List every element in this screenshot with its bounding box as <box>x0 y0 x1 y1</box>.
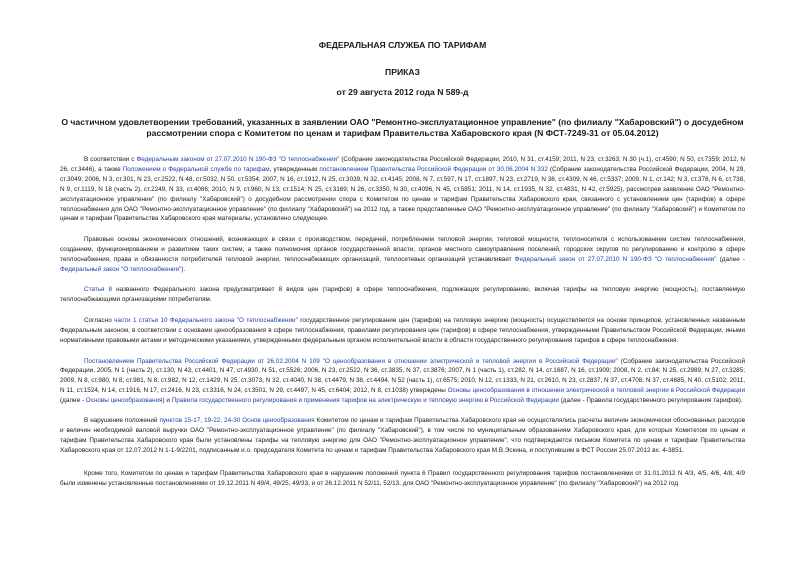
law-190-fz-link-2[interactable]: Федеральный закон от 27.07.2010 N 190-ФЗ "О теплоснабжении" <box>514 256 717 264</box>
text-run: (далее - <box>60 397 86 405</box>
text-run: (далее - Правила государственного регулирования тарифов). <box>558 397 743 405</box>
article-10-link[interactable]: части 1 статьи 10 Федерального закона "О теплоснабжении" <box>114 316 298 324</box>
pricing-basics-short-link[interactable]: Основы ценообразования <box>85 397 163 405</box>
paragraph-preamble <box>60 155 745 224</box>
text-run: названного Федерального закона предусматривает 8 видов цен (тарифов) в сфере теплоснабжения, подлежащих регулированию, включая тарифы на тепловую энергию (мощность), поставляемую теплоснабжающими организациями потребителям. <box>60 285 745 303</box>
text-run: В соответствии с <box>84 156 137 163</box>
paragraph-legal-basis <box>60 235 745 275</box>
text-run: ) и <box>162 397 172 405</box>
text-run: (Собрание законодательства Российской Федерации, 2005, N 1 (часть 2), ст.130, N 43, ст.4401, N 47, ст.4930, N 51, ст.5526; 2006, N 23, ст.2522, N 36, ст.3835, N 37, ст.3876; 2007, N 1 (часть 1), ст.282, N 14, ст.1687, N 16, ст.1909; 2008, N 2, ст.84; N 25, ст.2989; N 27, ст.3285; 2009, N 8, ст.980, N 8, ст.981, N 8, ст.982, N 12, ст.1429, N 25, ст.3073, N 32, ст.4040, N 38, ст.4479, N 38, ст.4494, N 52 (часть 1), ст.6575; 2010, N 12, ст.1333, N 21, ст.2610, N 23, ст.2837, N 37, ст.4708, N 37, ст.4685, N 40, ст.5102; 2011, N 11, ст.1524, N 14, ст.1916, N 17, ст.2416, N 23, ст.3316, N 24, ст.3501, N 29, ст.4497, N 45, ст.6404; 2012, N 8, ст.1038) утверждены <box>60 357 745 395</box>
paragraph-resolution-109 <box>60 357 745 407</box>
doc-type-heading: ПРИКАЗ <box>385 67 420 77</box>
paragraph-article-10 <box>60 316 745 346</box>
article-8-link[interactable]: Статья 8 <box>84 285 113 293</box>
text-run: (далее - <box>716 256 745 264</box>
text-run: Правовые основы экономических отношений, возникающих в связи с производством, передачей, потреблением тепловой энергии, тепловой мощности, теплоносителя с использованием систем теплоснабжения, созданием, функционированием и развитием таких систем, а также полномочия органов государственной власти, органов местного самоуправления поселений, городских округов по регулированию и контролю в сфере теплоснабжения, права и обязанности потребителей тепловой энергии, теплоснабжающих организаций, теплосетевых организаций устанавливает <box>60 236 745 264</box>
pricing-points-link[interactable]: пунктов 15-17, 19-22, 24-30 Основ ценообразования <box>159 417 315 425</box>
law-190-fz-link[interactable]: Федеральным законом от 27.07.2010 N 190-ФЗ "О теплоснабжении" <box>136 156 340 163</box>
text-run: В нарушение положений <box>84 417 160 425</box>
paragraph-violation <box>60 416 745 456</box>
agency-heading: ФЕДЕРАЛЬНАЯ СЛУЖБА ПО ТАРИФАМ <box>318 40 487 50</box>
resolution-109-link[interactable]: Постановлением Правительства Российской Федерации от 26.02.2004 N 109 "О ценообразовании в отношении электрической и тепловой энергии в Российской Федерации" <box>84 357 618 365</box>
paragraph-additionally <box>60 469 745 489</box>
text-run: (Собрание законодательства Российской Федерации, 2010, N 31, ст.4159; 2011, N 23, ст.3263; N 30 (ч.1), ст.4590; N 50, ст.7359; 2012, N 26, ст.3446), а также <box>60 156 745 173</box>
text-run: , утвержденным <box>269 165 320 173</box>
text-run: Согласно <box>84 316 115 324</box>
fst-regulation-link[interactable]: Положением о Федеральной службе по тарифам <box>122 165 270 173</box>
heat-supply-law-link[interactable]: Федеральный закон "О теплоснабжении" <box>60 266 182 274</box>
pricing-basics-link[interactable]: Основы ценообразования в отношении электрической и тепловой энергии в Российской Федерации <box>447 387 745 395</box>
text-run: ). <box>181 266 186 274</box>
resolution-332-link[interactable]: постановлением Правительства Российской Федерации от 30.06.2004 N 332 <box>319 165 548 173</box>
text-run: (Собрание законодательства Российской Федерации, 2004, N 29, ст.3049; 2006, N 3, ст.301, N 23, ст.2522, N 48, ст.5032, N 50, ст.5354; 2007, N 16, ст.1912, N 25, ст.3039, N 32, ст.4145; 2008, N 7, ст.597, N 17, ст.1897, N 23, ст.2719, N 38, ст.4309, N 46, ст.5337; 2009, N 1, ст.142; N 3, ст.378, N 6, ст.738, N 9, ст.1119, N 18 (часть 2), ст.2249, N 33, ст.4086; 2010, N 9, ст.960, N 13, ст.1514; N 25, ст.3169; N 26, ст.3350, N 30, ст.4096, N 45, ст.5851; 2011, N 14, ст.1935, N 32, ст.4831, N 42, ст.5925), рассмотрев заявление ОАО "Ремонтно-эксплуатационное управление" (по филиалу "Хабаровский") о досудебном рассмотрении спора с Комитетом по ценам и тарифам Правительства Хабаровского края, связанного с установлением цен (тарифов) в сфере теплоснабжения для ОАО "Ремонтно-эксплуатационное управление" (по филиалу "Хабаровский") на 2012 год, а также представленные ОАО "Ремонтно-эксплуатационное управление" (по филиалу "Хабаровский") и Комитетом по ценам и тарифам Правительства Хабаровского края материалы, установлено следующее. <box>60 165 746 223</box>
paragraph-article-8 <box>60 285 745 305</box>
text-run: Комитетом по ценам и тарифам Правительства Хабаровского края не осуществлялись расчеты величин экономически обоснованных расходов и величин необходимой валовой выручки ОАО "Ремонтно-эксплуатационное управление" (по филиалу "Хабаровский"), в том числе по муниципальным образованиям Хабаровского края, для которых Комитетом по ценам и тарифам Правительства Хабаровского края были установлены тарифы на тепловую энергию для ОАО "Ремонтно-эксплуатационное управление", что подтверждается письмом Комитета по ценам и тарифам Правительства Хабаровского края от 12.07.2012 N 1-1-9/2201, подписанным и.о. председателя Комитета по ценам и тарифам Правительства Хабаровского края М.В.Эскина, и поступившим в ФСТ России 25.07.2012 вх. 4-3851. <box>60 417 745 454</box>
document-title: О частичном удовлетворении требований, указанных в заявлении ОАО "Ремонтно-эксплуатационное управление" (по филиалу "Хабаровский") о досудебном рассмотрении спора с Комитетом по ценам и тарифам Правительства Хабаровского края (N ФСТ-7249-31 от 05.04.2012) <box>61 117 744 138</box>
tariff-rules-link[interactable]: Правила государственного регулирования и применения тарифов на электрическую и тепловую энергию в Российской Федерации <box>171 397 559 405</box>
date-number-heading: от 29 августа 2012 года N 589-д <box>336 87 469 97</box>
text-run: государственное регулирование цен (тарифов) на тепловую энергию (мощность) осуществляется на основе принципов, установленных названным Федеральным законом, в соответствии с основами ценообразования в сфере теплоснабжения, правилами регулирования цен (тарифов) в сфере теплоснабжения, утвержденными Правительством Российской Федерации, иными нормативными правовыми актами и методическими указаниями, утвержденными федеральным органом исполнительной власти в области государственного регулирования тарифов в сфере теплоснабжения. <box>60 316 745 344</box>
text-run: Кроме того, Комитетом по ценам и тарифам Правительства Хабаровского края в нарушение положений пункта 6 Правил государственного регулирования тарифов постановлениями от 31.01.2012 N 4/3, 4/5, 4/6, 4/8, 4/9 были изменены установленные постановлениями от 19.12.2011 N 49/4, 49/25, 49/33, и от 26.12.2011 N 52/11, 52/13, для ОАО "Ремонтно-эксплуатационное управление" (по филиалу "Хабаровский") на 2012 год <box>60 469 745 487</box>
